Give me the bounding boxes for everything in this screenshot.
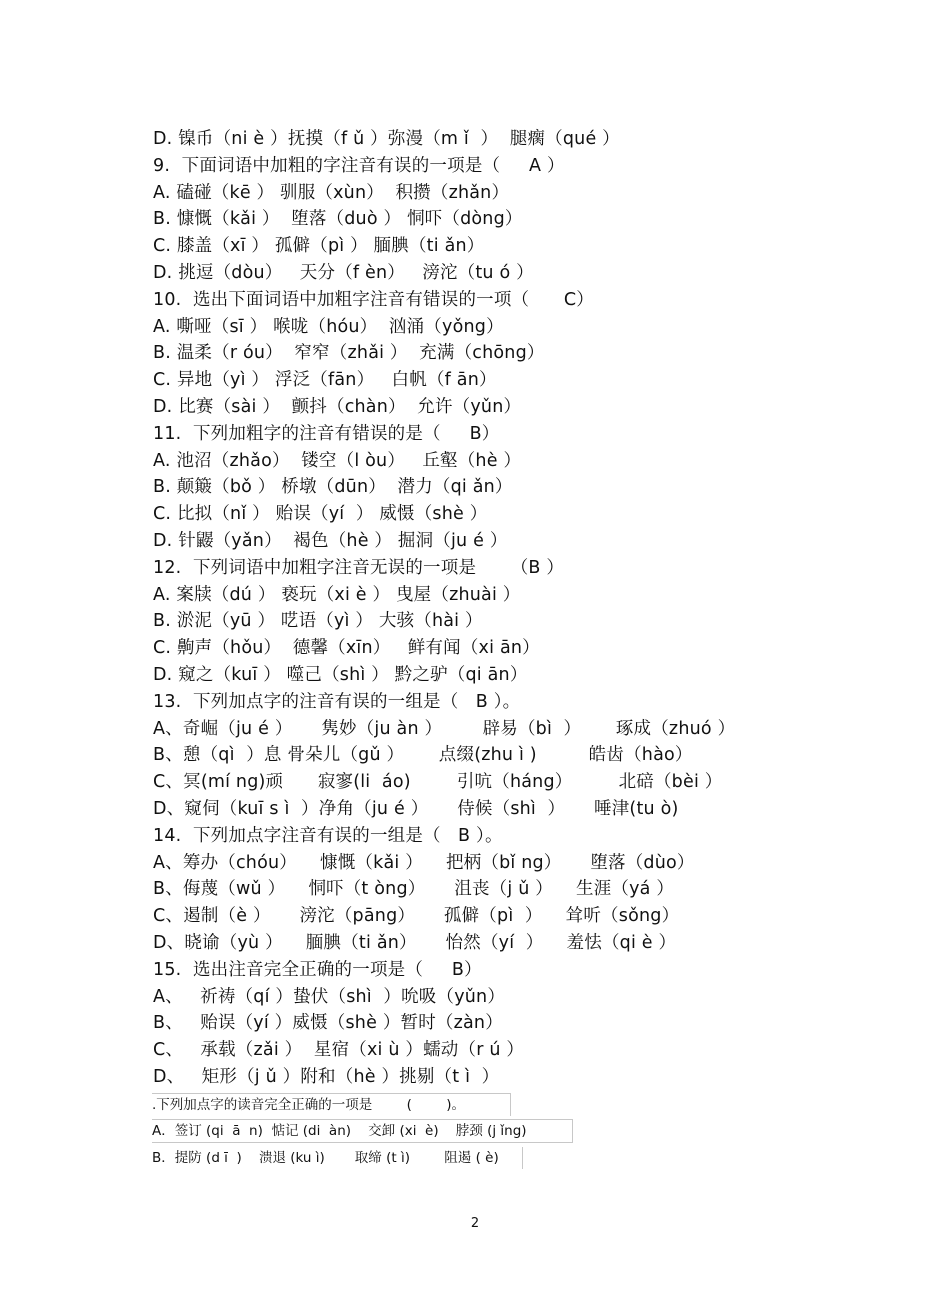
question-line: 10. 选出下面词语中加粗字注音有错误的一项（ C） — [153, 289, 594, 310]
option-line: D、晓谕（yù ） 腼腆（ti ǎn） 怡然（yí ） 羞怯（qi è ） — [153, 932, 677, 953]
option-line: B. 温柔（r óu） 窄窄（zhǎi ） 充满（chōng） — [153, 343, 545, 364]
option-line: B. 淤泥（yū ） 呓语（yì ） 大骇（hài ） — [153, 611, 483, 632]
option-line: B. 慷慨（kǎi ） 堕落（duò ） 恫吓（dòng） — [153, 209, 523, 230]
question-line: 13. 下列加点字的注音有误的一组是（ B ）。 — [153, 691, 521, 712]
option-line: B、侮蔑（wǔ ） 恫吓（t òng） 沮丧（j ǔ ） 生涯（yá ） — [153, 879, 675, 900]
option-line: A. 池沼（zhǎo） 镂空（l òu） 丘壑（hè ） — [153, 450, 522, 471]
option-line: D. 窥之（kuī ） 噬己（shì ） 黔之驴（qi ān） — [153, 664, 528, 685]
option-line: A. 磕碰（kē ） 驯服（xùn） 积攒（zhǎn） — [153, 182, 510, 203]
option-line: C. 比拟（nǐ ） 贻误（yí ） 威慑（shè ） — [153, 504, 488, 525]
option-line: A、 祈祷（qí ）蛰伏（shì ）吮吸（yǔn） — [153, 986, 506, 1007]
option-line: B、 贻误（yí ）威慑（shè ）暂时（zàn） — [153, 1013, 503, 1034]
question-list — [153, 126, 793, 1091]
page-number: 2 — [470, 1216, 480, 1231]
option-line: C. 异地（yì ） 浮泛（fān） 白帆（f ān） — [153, 370, 497, 391]
option-line: D. 针鼹（yǎn） 褐色（hè ） 掘洞（ju é ） — [153, 530, 508, 551]
question-line: 11. 下列加粗字的注音有错误的是（ B） — [153, 423, 500, 444]
option-line: C. 膝盖（xī ） 孤僻（pì ） 腼腆（ti ǎn） — [153, 236, 485, 257]
option-line: C、冥(mí ng)顽 寂寥(li áo) 引吭（háng） 北碚（bèi ） — [153, 772, 723, 793]
option-line: C、遏制（è ） 滂沱（pāng） 孤僻（pì ） 耸听（sǒng） — [153, 906, 680, 927]
option-line: C、 承载（zǎi ） 星宿（xi ù ）蠕动（r ú ） — [153, 1040, 525, 1061]
question-line: 12. 下列词语中加粗字注音无误的一项是 （B ） — [153, 557, 565, 578]
option-line: C. 齁声（hǒu） 德馨（xīn） 鲜有闻（xi ān） — [153, 638, 540, 659]
question-line: 14. 下列加点字注音有误的一组是（ B ）。 — [153, 825, 503, 846]
boxed-question: .下列加点字的读音完全正确的一项是 ( )。 — [152, 1093, 511, 1116]
question-line: 9. 下面词语中加粗的字注音有误的一项是（ A ） — [153, 155, 565, 176]
text-line: D. 镍币（ni è ）抚摸（f ǔ ）弥漫（m ǐ ） 腿瘸（qué ） — [153, 129, 620, 149]
option-line: D. 比赛（sài ） 颤抖（chàn） 允许（yǔn） — [153, 396, 522, 417]
question-line: 15. 选出注音完全正确的一项是（ B） — [153, 959, 482, 980]
option-line: A、筹办（chóu） 慷慨（kǎi ） 把柄（bǐ ng） 堕落（dùo） — [153, 852, 695, 873]
option-line: D、 矩形（j ǔ ）附和（hè ）挑剔（t ì ） — [153, 1066, 500, 1087]
boxed-option-b: B．提防 (d ī ) 溃退 (ku ì) 取缔 (t ì) 阻遏 ( è) — [152, 1147, 523, 1169]
option-line: B. 颠簸（bǒ ） 桥墩（dūn） 潜力（qi ǎn） — [153, 477, 513, 498]
option-line: A. 案牍（dú ） 亵玩（xi è ） 曳屋（zhuài ） — [153, 584, 521, 605]
option-line: B、憩（qì ）息 骨朵儿（gǔ ） 点缀(zhu ì ) 皓齿（hào） — [153, 745, 693, 766]
boxed-option-a: A．签订 (qi ā n) 惦记 (di àn) 交卸 (xi è) 脖颈 (j ǐng) — [152, 1119, 573, 1143]
option-line: D. 挑逗（dòu） 天分（f èn） 滂沱（tu ó ） — [153, 262, 534, 283]
option-line: A. 嘶哑（sī ） 喉咙（hóu） 汹涌（yǒng） — [153, 316, 504, 337]
option-line: A、奇崛（ju é ） 隽妙（ju àn ） 辟易（bì ） 琢成（zhuó ） — [153, 718, 736, 739]
option-line: D、窥伺（kuī s ì ）净角（ju é ） 侍候（shì ） 唾津(tu ò) — [153, 798, 679, 819]
